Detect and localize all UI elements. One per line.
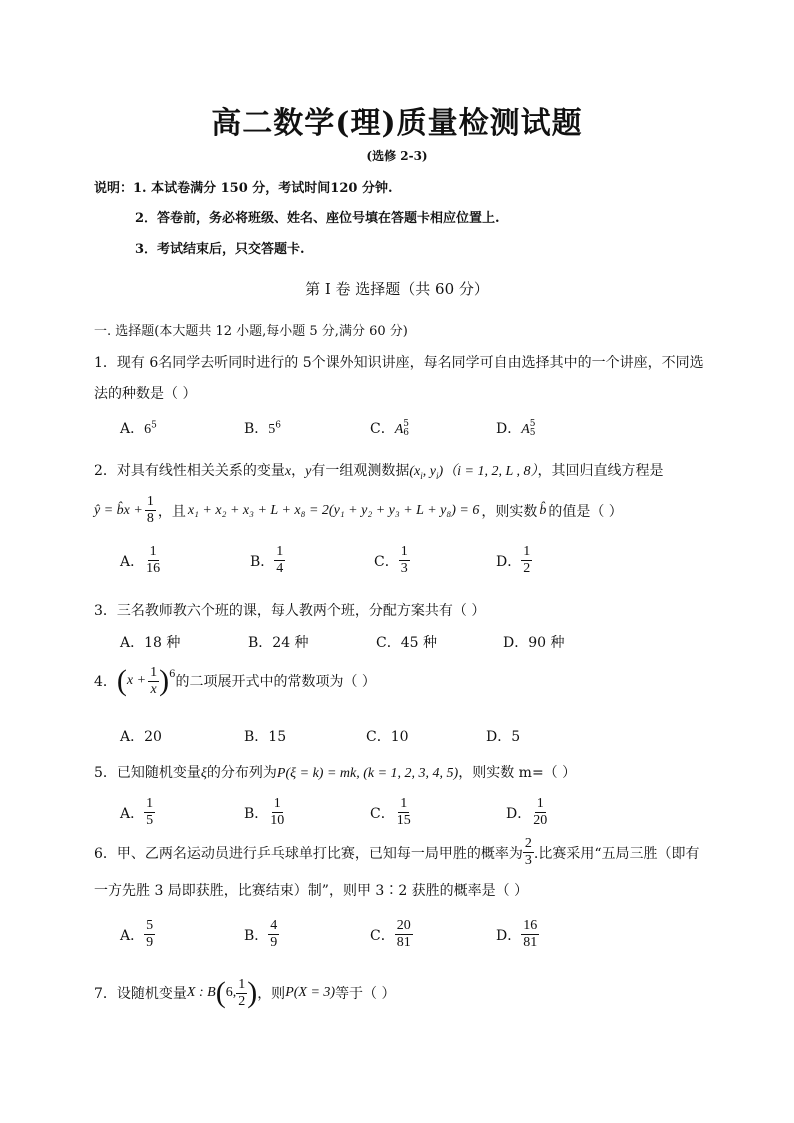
- section-title: 第 I 卷 选择题（共 60 分）: [305, 280, 489, 298]
- q4-option-d: D．5: [486, 729, 521, 745]
- frac-num: 1: [146, 796, 154, 811]
- fraction-1-2: [236, 977, 247, 1010]
- q2-line-1: [94, 460, 664, 480]
- q5-equation: P(ξ = k) = mk, (k = 1, 2, 3, 4, 5): [276, 766, 459, 781]
- q5-text: 5．已知随机变量: [94, 765, 201, 781]
- fraction-1-x: [148, 665, 159, 698]
- option-letter: D．: [496, 421, 522, 437]
- q2-text: ，其回归直线方程是: [537, 463, 664, 479]
- q1-option-b: [244, 418, 281, 438]
- frac-num: 1: [400, 544, 408, 559]
- frac-den: 15: [396, 813, 411, 828]
- option-letter: B．: [244, 421, 269, 437]
- option-letter: D．: [496, 553, 522, 570]
- q3-option-c: C．45 种: [376, 635, 437, 651]
- frac-den: 5: [146, 813, 154, 828]
- frac-num: 1: [238, 976, 246, 992]
- q7-text: 等于（ ）: [335, 986, 396, 1002]
- page-title: 高二数学(理)质量检测试题: [211, 106, 583, 141]
- q4-x: x +: [126, 673, 147, 688]
- q5-option-d: [506, 796, 549, 829]
- option-letter: D．: [506, 805, 532, 822]
- q6-option-d: [496, 918, 539, 951]
- frac-den: 2: [523, 561, 531, 576]
- b-hat: b̂: [539, 502, 547, 518]
- note-line-1: 说明：1. 本试卷满分 150 分，考试时间120 分钟.: [94, 181, 393, 196]
- frac-num: 2: [524, 836, 532, 851]
- q2-line-2: [94, 494, 623, 527]
- frac-num: 1: [149, 544, 157, 559]
- option-sup: 5: [151, 420, 157, 431]
- frac-den: 9: [270, 935, 278, 950]
- frac-num: 5: [146, 918, 154, 933]
- paren-open: (: [215, 976, 226, 1009]
- q6-text: .比赛采用“五局三胜（即有: [533, 845, 700, 862]
- option-base: 5: [268, 422, 276, 437]
- obs-part: , y: [422, 464, 436, 479]
- q6-line-1: [94, 836, 700, 869]
- q4-option-a: A．20: [120, 729, 162, 745]
- option-base: A: [394, 422, 404, 437]
- option-letter: C．: [374, 553, 399, 570]
- frac-den: 4: [276, 561, 284, 576]
- q7-n: 6,: [225, 985, 237, 1000]
- option-letter: A．: [120, 421, 145, 437]
- q4-option-c: C．10: [366, 729, 409, 745]
- option-letter: D．: [496, 927, 522, 944]
- frac-num: 16: [523, 918, 538, 933]
- q5-line: [94, 762, 576, 782]
- regression-lhs: ŷ = b̂x +: [94, 502, 143, 518]
- q6-line-2: 一方先胜 3 局即获胜，比赛结束）制”，则甲 3∶2 获胜的概率是（ ）: [94, 883, 529, 899]
- q4-power: 6: [169, 669, 176, 680]
- option-base: 6: [144, 422, 152, 437]
- q2-option-a: [120, 544, 162, 577]
- option-letter: C．: [370, 805, 395, 822]
- option-sup: 5: [529, 419, 536, 429]
- option-letter: B．: [244, 927, 269, 944]
- q5-text: 的分布列为: [206, 765, 277, 781]
- option-sub: 6: [403, 428, 410, 438]
- q4-text: 的二项展开式中的常数项为（ ）: [175, 674, 376, 690]
- frac-num: 1: [150, 664, 158, 680]
- q2-text: ，则实数: [481, 503, 538, 520]
- q7-text: ，则: [257, 986, 286, 1002]
- option-letter: A．: [120, 553, 145, 570]
- note-line-3: 3．考试结束后，只交答题卡.: [135, 242, 305, 257]
- frac-den: 9: [146, 935, 154, 950]
- q2-option-c: [374, 544, 410, 577]
- option-letter: B．: [244, 805, 269, 822]
- frac-den: 3: [400, 561, 408, 576]
- frac-num: 20: [396, 918, 411, 933]
- paren-close: ): [247, 976, 258, 1009]
- option-letter: A．: [120, 927, 145, 944]
- q3-line: 3．三名教师教六个班的课，每人教两个班，分配方案共有（ ）: [94, 603, 486, 619]
- q5-text: ，则实数 m=（ ）: [458, 765, 577, 781]
- option-sup: 6: [275, 420, 282, 431]
- frac-den: 20: [533, 813, 548, 828]
- q6-option-a: [120, 918, 155, 951]
- frac-num: 4: [270, 918, 278, 933]
- q6-option-b: [244, 918, 279, 951]
- q4-option-b: B．15: [244, 729, 287, 745]
- frac-num: 1: [536, 796, 544, 811]
- fraction-1-8: [145, 494, 156, 527]
- q7-equation: P(X = 3): [285, 985, 336, 1000]
- frac-num: 1: [523, 544, 531, 559]
- paren-close: ): [159, 664, 170, 697]
- obs-sub: i: [420, 470, 423, 481]
- obs-part: (x: [409, 464, 421, 479]
- frac-num: 1: [146, 494, 154, 509]
- frac-den: 81: [523, 935, 538, 950]
- q1-line-1: 1．现有 6名同学去听同时进行的 5个课外知识讲座，每名同学可自由选择其中的一个讲座，不同选: [94, 355, 704, 371]
- sum-equation: x₁ + x₂ + x₃ + L + x₈ = 2(y₁ + y₂ + y₃ + L + y₈) = 6: [187, 502, 480, 518]
- option-letter: C．: [370, 421, 395, 437]
- q2-option-d: [496, 544, 532, 577]
- q3-option-a: A．18 种: [120, 635, 181, 651]
- q6-text: 6．甲、乙两名运动员进行乒乓球单打比赛，已知每一局甲胜的概率为: [94, 845, 523, 862]
- frac-den: 2: [238, 993, 246, 1009]
- q4-prefix: 4．: [94, 674, 117, 690]
- q1-option-d: [496, 418, 536, 438]
- var-x: x: [284, 464, 292, 479]
- option-letter: B．: [250, 553, 275, 570]
- q3-option-d: D．90 种: [503, 635, 565, 651]
- frac-den: 16: [146, 561, 161, 576]
- q7-line: [94, 976, 396, 1010]
- frac-den: x: [150, 681, 157, 697]
- q2-option-b: [250, 544, 285, 577]
- q1-option-a: [120, 418, 157, 438]
- q7-text: 7．设随机变量: [94, 986, 187, 1002]
- frac-den: 81: [396, 935, 411, 950]
- frac-den: 10: [270, 813, 285, 828]
- var-y: y: [305, 464, 312, 479]
- q7-distribution: X : B: [186, 985, 216, 1000]
- q1-option-c: [370, 418, 409, 438]
- q6-option-c: [370, 918, 413, 951]
- option-base: A: [521, 422, 530, 437]
- obs-part: ): [438, 464, 444, 479]
- option-sup: 5: [403, 419, 410, 429]
- frac-den: 3: [524, 853, 532, 868]
- fraction-2-3: [523, 836, 534, 869]
- q2-text: 2．对具有线性相关关系的变量: [94, 463, 285, 479]
- page-subtitle: (选修 2-3): [366, 149, 428, 163]
- q1-line-2: 法的种数是（ ）: [94, 386, 197, 402]
- frac-den: 8: [146, 511, 154, 526]
- q3-option-b: B．24 种: [248, 635, 309, 651]
- q5-option-a: [120, 796, 155, 829]
- part-heading: 一. 选择题(本大题共 12 小题,每小题 5 分,满分 60 分): [94, 324, 408, 339]
- obs-data: [409, 464, 443, 479]
- q2-text: ，且: [157, 503, 186, 520]
- paren-open: (: [116, 664, 127, 697]
- option-letter: A．: [120, 805, 145, 822]
- frac-num: 1: [276, 544, 284, 559]
- frac-num: 1: [273, 796, 281, 811]
- xi: ξ: [200, 766, 207, 781]
- obs-sub: i: [435, 470, 439, 481]
- frac-num: 1: [400, 796, 408, 811]
- q2-text: 的值是（ ）: [548, 503, 623, 520]
- option-letter: C．: [370, 927, 395, 944]
- q4-line: [94, 664, 376, 698]
- q2-text: 有一组观测数据: [311, 463, 410, 479]
- note-line-2: 2．答卷前，务必将班级、姓名、座位号填在答题卡相应位置上.: [135, 211, 500, 226]
- q2-text: ，: [291, 463, 306, 479]
- index-range: （i = 1, 2, L , 8）: [443, 464, 538, 479]
- q5-option-c: [370, 796, 413, 829]
- option-sub: 5: [529, 428, 536, 438]
- q5-option-b: [244, 796, 286, 829]
